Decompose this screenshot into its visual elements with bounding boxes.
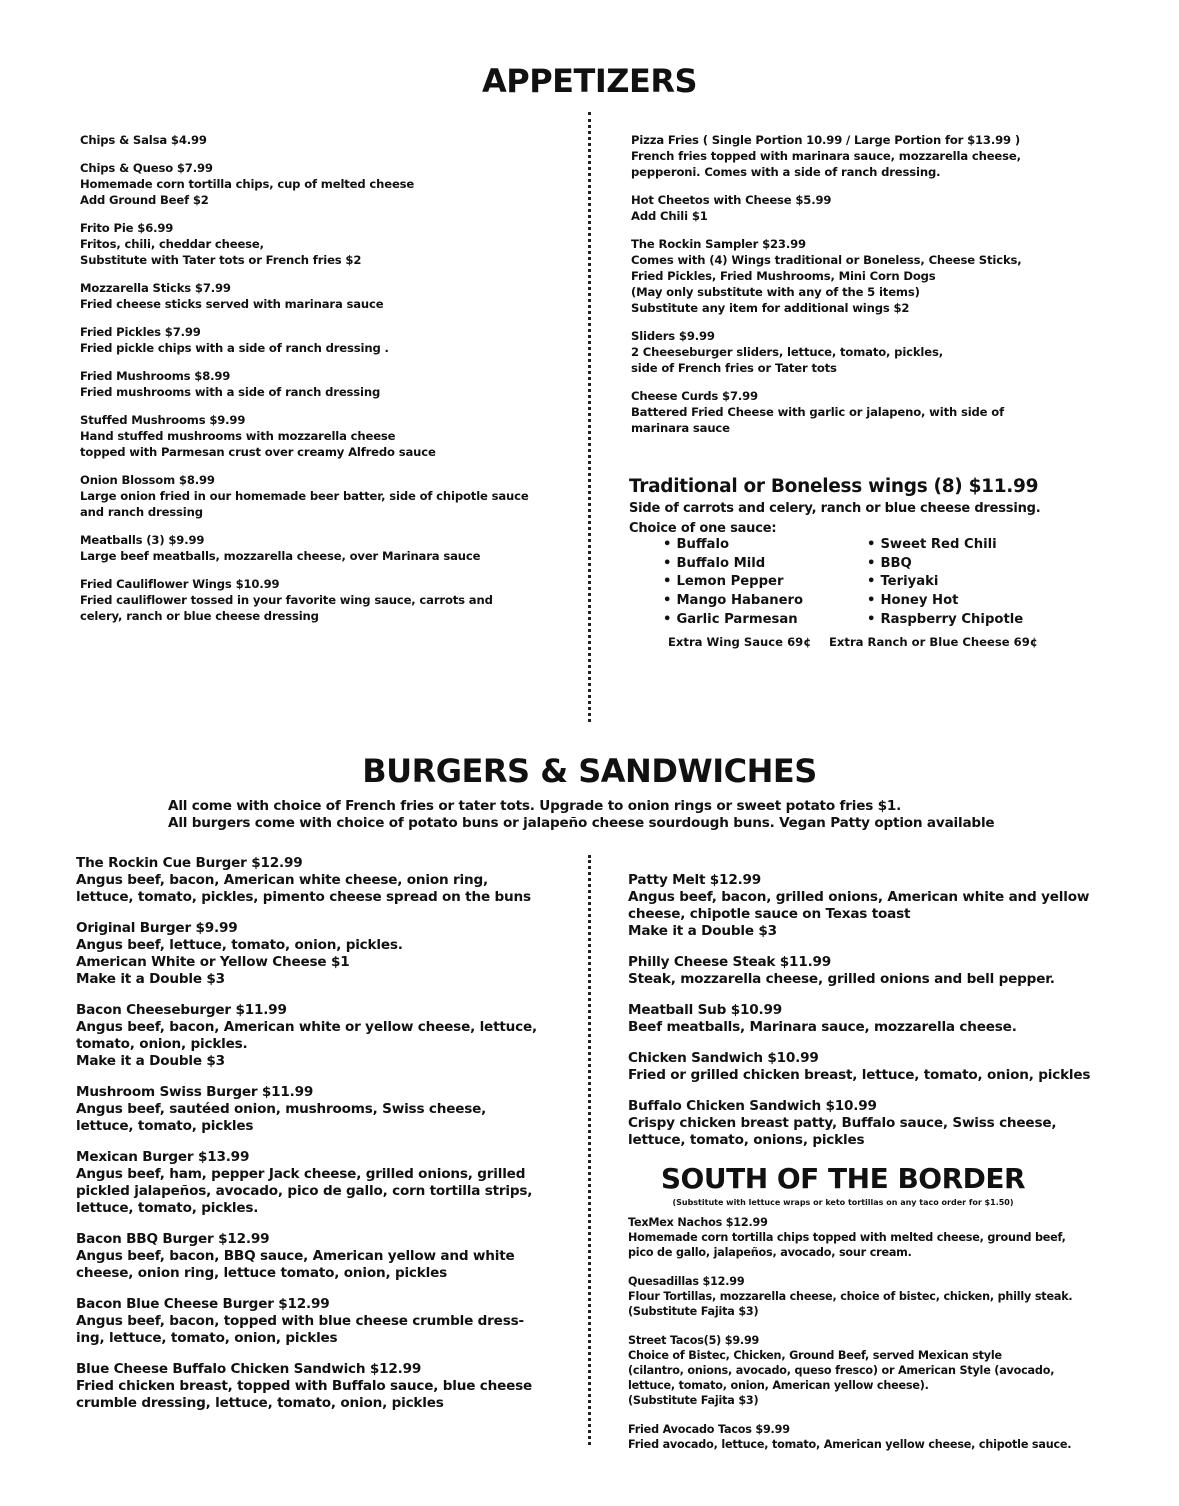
menu-item-description: lettuce, tomato, pickles, pimento cheese spread on the buns: [76, 889, 531, 905]
menu-item-name: Frito Pie $6.99: [80, 221, 174, 235]
menu-item: [76, 920, 576, 988]
menu-item-name: Mexican Burger $13.99: [76, 1149, 250, 1165]
wings-title: Traditional or Boneless wings (8) $11.99: [629, 476, 1039, 497]
sauce-item: • Honey Hot: [867, 592, 1023, 611]
menu-item: [628, 1002, 1168, 1036]
menu-item-description: Angus beef, bacon, American white or yellow cheese, lettuce,: [76, 1019, 537, 1035]
menu-item-name: Pizza Fries ( Single Portion 10.99 / Large Portion for $13.99 ): [631, 133, 1020, 147]
menu-item-name: Meatball Sub $10.99: [628, 1002, 782, 1018]
menu-item-description: Fried or grilled chicken breast, lettuce, tomato, onion, pickles: [628, 1067, 1091, 1083]
menu-item-description: Fried avocado, lettuce, tomato, American yellow cheese, chipotle sauce.: [628, 1438, 1072, 1451]
menu-item: [628, 1098, 1168, 1149]
menu-item: [80, 324, 570, 356]
menu-item-description: Make it a Double $3: [76, 971, 225, 987]
appetizers-divider: [588, 112, 591, 722]
appetizers-right-column: [631, 132, 1151, 448]
menu-item-description: Crispy chicken breast patty, Buffalo sauce, Swiss cheese,: [628, 1115, 1057, 1131]
burgers-title: BURGERS & SANDWICHES: [362, 752, 817, 790]
menu-item: [76, 1002, 576, 1070]
menu-item-description: 2 Cheeseburger sliders, lettuce, tomato, pickles,: [631, 345, 943, 359]
sauce-item: • Garlic Parmesan: [663, 611, 803, 630]
menu-item-description: Angus beef, lettuce, tomato, onion, pickles.: [76, 937, 403, 953]
menu-item-description: Beef meatballs, Marinara sauce, mozzarella cheese.: [628, 1019, 1017, 1035]
menu-item: [631, 132, 1151, 180]
menu-item-description: Substitute any item for additional wings $2: [631, 301, 910, 315]
menu-item: [631, 192, 1151, 224]
menu-item: [80, 412, 570, 460]
menu-item-description: and ranch dressing: [80, 505, 203, 519]
menu-item-description: pico de gallo, jalapeños, avocado, sour cream.: [628, 1246, 912, 1259]
menu-item: [628, 1333, 1168, 1408]
menu-item-description: lettuce, tomato, pickles: [76, 1118, 254, 1134]
menu-item-name: Blue Cheese Buffalo Chicken Sandwich $12.99: [76, 1361, 422, 1377]
menu-item-name: Bacon Blue Cheese Burger $12.99: [76, 1296, 330, 1312]
menu-item: [76, 855, 576, 906]
menu-item: [631, 328, 1151, 376]
extra-wing-sauce: Extra Wing Sauce 69¢: [668, 635, 812, 649]
menu-item: [76, 1231, 576, 1282]
menu-item-description: pepperoni. Comes with a side of ranch dressing.: [631, 165, 941, 179]
menu-item-description: celery, ranch or blue cheese dressing: [80, 609, 319, 623]
menu-item-name: Hot Cheetos with Cheese $5.99: [631, 193, 832, 207]
menu-item-name: Fried Pickles $7.99: [80, 325, 201, 339]
menu-item-description: (Substitute Fajita $3): [628, 1394, 759, 1407]
menu-item-name: Fried Cauliflower Wings $10.99: [80, 577, 280, 591]
menu-item-description: cheese, chipotle sauce on Texas toast: [628, 906, 911, 922]
sauces-right-list: [867, 536, 1023, 630]
menu-item: [76, 1149, 576, 1217]
extra-ranch: Extra Ranch or Blue Cheese 69¢: [829, 635, 1038, 649]
south-column: [628, 1215, 1168, 1466]
menu-item-name: The Rockin Cue Burger $12.99: [76, 855, 303, 871]
menu-item-description: Angus beef, bacon, American white cheese, onion ring,: [76, 872, 488, 888]
menu-item-description: Angus beef, bacon, grilled onions, American white and yellow: [628, 889, 1090, 905]
menu-item-description: (Substitute Fajita $3): [628, 1305, 759, 1318]
menu-item-name: Buffalo Chicken Sandwich $10.99: [628, 1098, 877, 1114]
menu-item: [628, 1215, 1168, 1260]
menu-item-name: Bacon Cheeseburger $11.99: [76, 1002, 287, 1018]
south-title: SOUTH OF THE BORDER: [660, 1162, 1026, 1195]
menu-item: [80, 472, 570, 520]
menu-item-description: marinara sauce: [631, 421, 730, 435]
menu-item-description: lettuce, tomato, onions, pickles: [628, 1132, 865, 1148]
menu-item-description: Fried mushrooms with a side of ranch dressing: [80, 385, 381, 399]
menu-item-description: Choice of Bistec, Chicken, Ground Beef, served Mexican style: [628, 1349, 1002, 1362]
menu-item-description: Substitute with Tater tots or French fries $2: [80, 253, 362, 267]
burgers-intro-2: All burgers come with choice of potato buns or jalapeño cheese sourdough buns. Vegan Patty option available: [168, 815, 995, 831]
menu-item-description: Fritos, chili, cheddar cheese,: [80, 237, 264, 251]
menu-item-name: Onion Blossom $8.99: [80, 473, 215, 487]
menu-item-name: The Rockin Sampler $23.99: [631, 237, 806, 251]
menu-item-description: Fried cauliflower tossed in your favorite wing sauce, carrots and: [80, 593, 493, 607]
menu-item-name: TexMex Nachos $12.99: [628, 1216, 768, 1229]
menu-item-name: Street Tacos(5) $9.99: [628, 1334, 760, 1347]
menu-item-description: lettuce, tomato, pickles.: [76, 1200, 259, 1216]
menu-item-description: Comes with (4) Wings traditional or Boneless, Cheese Sticks,: [631, 253, 1022, 267]
menu-item-name: Chips & Salsa $4.99: [80, 133, 207, 147]
menu-item-name: Original Burger $9.99: [76, 920, 238, 936]
menu-item-description: Flour Tortillas, mozzarella cheese, choice of bistec, chicken, philly steak.: [628, 1290, 1073, 1303]
burgers-right-column: [628, 872, 1168, 1163]
wings-block: [629, 476, 1169, 653]
menu-item: [76, 1084, 576, 1135]
menu-item-description: crumble dressing, lettuce, tomato, onion, pickles: [76, 1395, 444, 1411]
menu-item-description: cheese, onion ring, lettuce tomato, onion, pickles: [76, 1265, 447, 1281]
menu-item: [628, 872, 1168, 940]
menu-item: [628, 954, 1168, 988]
south-note: (Substitute with lettuce wraps or keto tortillas on any taco order for $1.50): [672, 1198, 1014, 1207]
menu-item: [76, 1361, 576, 1412]
sauce-item: • Lemon Pepper: [663, 573, 803, 592]
menu-item-description: tomato, onion, pickles.: [76, 1036, 248, 1052]
menu-item: [628, 1422, 1168, 1452]
menu-item-name: Sliders $9.99: [631, 329, 715, 343]
menu-item: [80, 532, 570, 564]
appetizers-title: APPETIZERS: [481, 62, 697, 100]
sauce-item: • Buffalo Mild: [663, 555, 803, 574]
menu-item: [80, 160, 570, 208]
sauce-item: • Raspberry Chipotle: [867, 611, 1023, 630]
menu-item-description: Add Chili $1: [631, 209, 708, 223]
sauce-item: • BBQ: [867, 555, 1023, 574]
appetizers-left-column: [80, 132, 570, 636]
menu-item-description: Hand stuffed mushrooms with mozzarella cheese: [80, 429, 396, 443]
menu-item-name: Fried Mushrooms $8.99: [80, 369, 231, 383]
burgers-divider: [588, 855, 591, 1445]
burgers-intro-1: All come with choice of French fries or tater tots. Upgrade to onion rings or sweet potato fries $1.: [168, 798, 902, 814]
menu-item: [76, 1296, 576, 1347]
menu-item-name: Quesadillas $12.99: [628, 1275, 745, 1288]
wings-choice-label: Choice of one sauce:: [629, 521, 777, 536]
menu-item-description: Angus beef, bacon, BBQ sauce, American yellow and white: [76, 1248, 515, 1264]
menu-item: [80, 280, 570, 312]
sauce-item: • Teriyaki: [867, 573, 1023, 592]
menu-item-description: Add Ground Beef $2: [80, 193, 209, 207]
menu-item-description: Make it a Double $3: [628, 923, 777, 939]
menu-item-description: pickled jalapeños, avocado, pico de gallo, corn tortilla strips,: [76, 1183, 533, 1199]
menu-item-description: ing, lettuce, tomato, onion, pickles: [76, 1330, 338, 1346]
menu-item-description: (May only substitute with any of the 5 items): [631, 285, 920, 299]
sauce-item: • Buffalo: [663, 536, 803, 555]
menu-item-description: Fried cheese sticks served with marinara sauce: [80, 297, 384, 311]
menu-item-description: Steak, mozzarella cheese, grilled onions and bell pepper.: [628, 971, 1055, 987]
menu-item-name: Philly Cheese Steak $11.99: [628, 954, 832, 970]
sauce-item: • Sweet Red Chili: [867, 536, 1023, 555]
menu-item-description: Angus beef, ham, pepper Jack cheese, grilled onions, grilled: [76, 1166, 526, 1182]
menu-item: [80, 368, 570, 400]
menu-item-description: Angus beef, bacon, topped with blue cheese crumble dress-: [76, 1313, 524, 1329]
sauces-left-list: [663, 536, 803, 630]
menu-item-description: Large beef meatballs, mozzarella cheese, over Marinara sauce: [80, 549, 481, 563]
menu-item: [631, 236, 1151, 316]
menu-item-name: Mushroom Swiss Burger $11.99: [76, 1084, 314, 1100]
menu-item-description: Fried pickle chips with a side of ranch dressing .: [80, 341, 389, 355]
menu-item-description: side of French fries or Tater tots: [631, 361, 837, 375]
menu-item: [80, 576, 570, 624]
menu-item-description: Large onion fried in our homemade beer batter, side of chipotle sauce: [80, 489, 529, 503]
menu-item-description: French fries topped with marinara sauce, mozzarella cheese,: [631, 149, 1021, 163]
menu-item-description: Fried Pickles, Fried Mushrooms, Mini Corn Dogs: [631, 269, 936, 283]
menu-item: [628, 1274, 1168, 1319]
menu-item-name: Fried Avocado Tacos $9.99: [628, 1423, 790, 1436]
menu-item-description: (cilantro, onions, avocado, queso fresco) or American Style (avocado,: [628, 1364, 1055, 1377]
menu-item-name: Chicken Sandwich $10.99: [628, 1050, 819, 1066]
menu-item-name: Mozzarella Sticks $7.99: [80, 281, 231, 295]
menu-item-description: American White or Yellow Cheese $1: [76, 954, 350, 970]
menu-item-name: Chips & Queso $7.99: [80, 161, 213, 175]
menu-item-description: Homemade corn tortilla chips, cup of melted cheese: [80, 177, 415, 191]
menu-item-name: Cheese Curds $7.99: [631, 389, 758, 403]
menu-item: [631, 388, 1151, 436]
menu-item-name: Patty Melt $12.99: [628, 872, 762, 888]
menu-item-description: Homemade corn tortilla chips topped with melted cheese, ground beef,: [628, 1231, 1066, 1244]
menu-item-description: Angus beef, sautéed onion, mushrooms, Swiss cheese,: [76, 1101, 487, 1117]
menu-item-description: Fried chicken breast, topped with Buffalo sauce, blue cheese: [76, 1378, 533, 1394]
menu-item: [628, 1050, 1168, 1084]
menu-item-description: topped with Parmesan crust over creamy Alfredo sauce: [80, 445, 436, 459]
menu-item-description: Battered Fried Cheese with garlic or jalapeno, with side of: [631, 405, 1004, 419]
menu-item-description: lettuce, tomato, onion, American yellow cheese).: [628, 1379, 929, 1392]
menu-item-name: Meatballs (3) $9.99: [80, 533, 205, 547]
menu-item: [80, 220, 570, 268]
wings-subtitle: Side of carrots and celery, ranch or blue cheese dressing.: [629, 501, 1041, 516]
menu-item-name: Stuffed Mushrooms $9.99: [80, 413, 246, 427]
menu-item-description: Make it a Double $3: [76, 1053, 225, 1069]
burgers-left-column: [76, 855, 576, 1426]
menu-item-name: Bacon BBQ Burger $12.99: [76, 1231, 270, 1247]
menu-item: [80, 132, 570, 148]
sauce-item: • Mango Habanero: [663, 592, 803, 611]
